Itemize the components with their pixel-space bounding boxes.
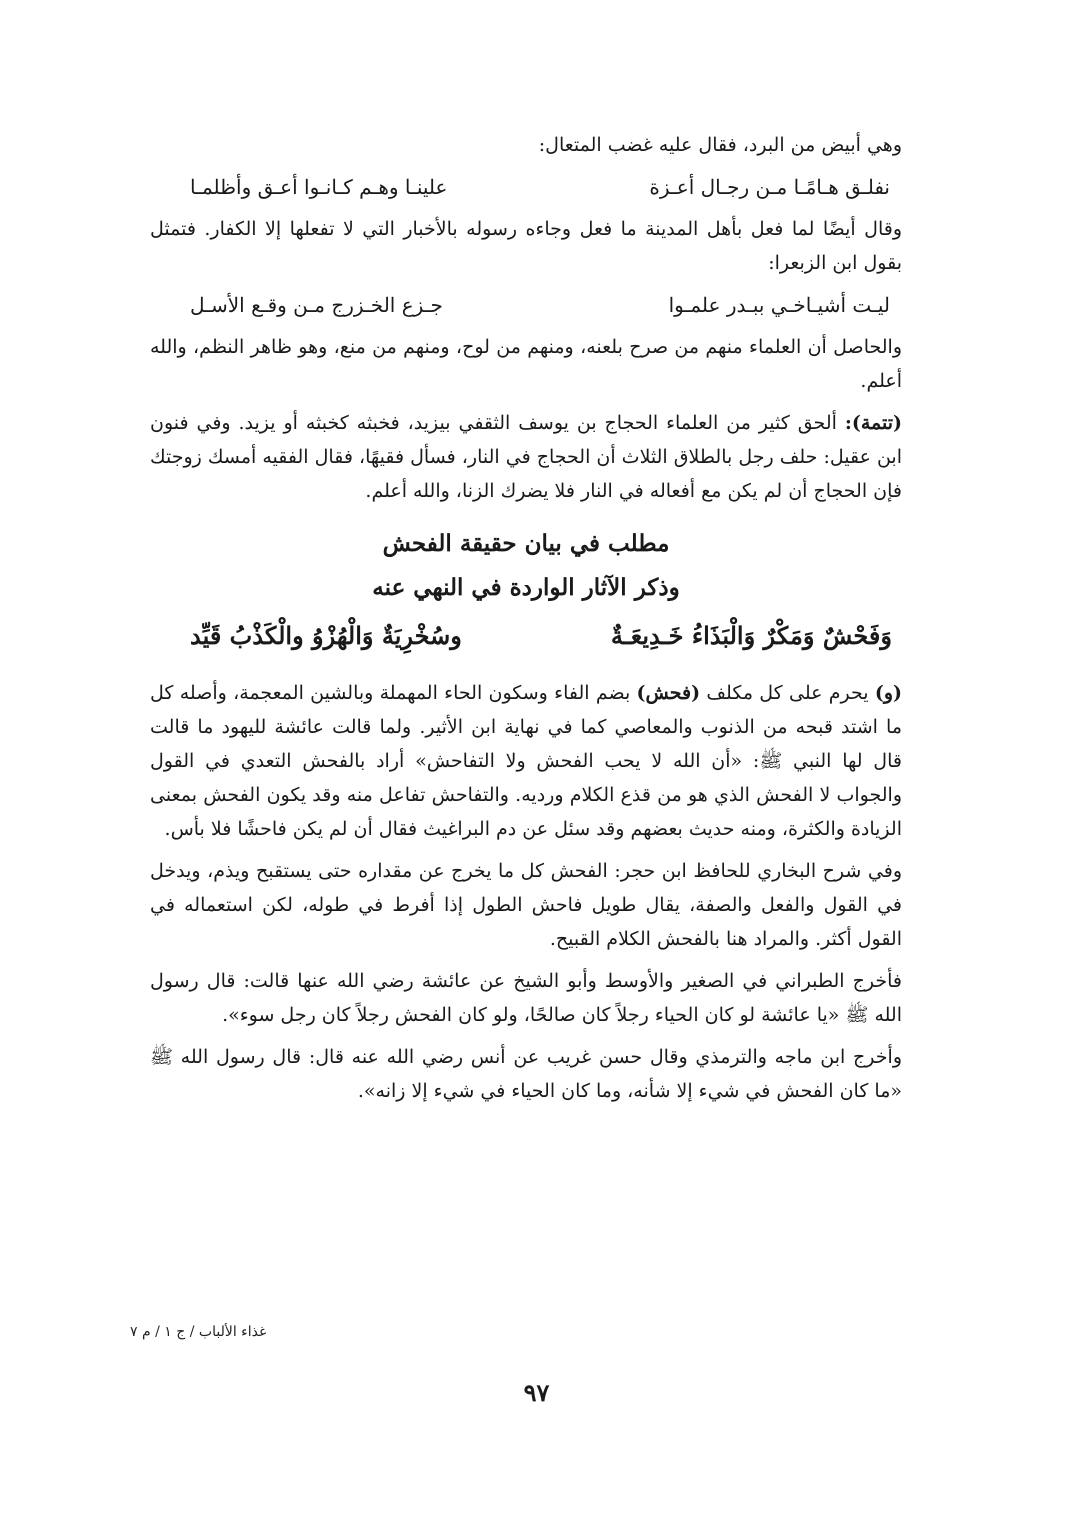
page-body bbox=[150, 128, 902, 1116]
verse-1-second-hemistich: علينـا وهـم كـانـوا أعـق وأظلمـا bbox=[190, 175, 448, 199]
commentary-paragraph-1 bbox=[150, 676, 902, 846]
paragraph-medina: وقال أيضًا لما فعل بأهل المدينة ما فعل وجاءه رسوله بالأخبار التي لا تفعلها إلا الكفار. فتمثل بقول ابن الزبعرا: bbox=[150, 218, 902, 274]
commentary-paragraph-3: فأخرج الطبراني في الصغير والأوسط وأبو الشيخ عن عائشة رضي الله عنها قالت: قال رسول الله ﷺ «يا عائشة لو كان الحياء رجلاً كان صالحًا، ولو كان الفحش رجلاً كان رجل سوء». bbox=[150, 970, 902, 1026]
commentary-text-2: بضم الفاء وسكون الحاء المهملة وبالشين المعجمة، وأصله كل ما اشتد قبحه من الذنوب والمعاصي كما في نهاية ابن الأثير. ولما قالت عائشة لليهود ما قالت قال لها النبي ﷺ: «أن الله لا يحب الفحش ولا التفاحش» أراد بالفحش التعدي في القول والجواب لا الفحش الذي هو من قذع الكلام ورديه. والتفاحش تفاعل منه وقد يكون الفحش بمعنى الزيادة والكثرة، ومنه حديث بعضهم وقد سئل عن دم البراغيث فقال أن لم يكن فاحشًا فلا بأس. bbox=[150, 682, 902, 840]
verse-1-first-hemistich: نفلـق هـامًـا مـن رجـال أعـزة bbox=[649, 175, 890, 199]
verse-2 bbox=[150, 288, 902, 322]
supplement-label: (تتمة): bbox=[844, 412, 902, 434]
poem-second-hemistich: وسُخْرِيَةٌ وَالْهُزْوُ والْكَذْبُ قَيِّد bbox=[190, 621, 462, 650]
paragraph-conclusion: والحاصل أن العلماء منهم من صرح بلعنه، ومنهم من لوح، ومنهم من منع، وهو ظاهر النظم، والله أعلم. bbox=[150, 336, 902, 392]
commentary-paragraph-4: وأخرج ابن ماجه والترمذي وقال حسن غريب عن أنس رضي الله عنه قال: قال رسول الله ﷺ «ما كان الفحش في شيء إلا شأنه، وما كان الحياء في شيء إلا زانه». bbox=[150, 1046, 902, 1102]
supplement-text: ألحق كثير من العلماء الحجاج بن يوسف الثقفي بيزيد، فخبثه كخبثه أو يزيد. وفي فنون ابن عقيل: حلف رجل بالطلاق الثلاث أن الحجاج في النار، فسأل فقيهًا، فقال الفقيه أمسك زوجتك فإن الحجاج أن لم يكن مع أفعاله في النار فلا يضرك الزنا، والله أعلم. bbox=[150, 412, 902, 502]
commentary-text-1: يحرم على كل مكلف bbox=[700, 682, 875, 704]
section-heading-line-1: مطلب في بيان حقيقة الفحش bbox=[382, 530, 670, 557]
commentary-marker-waw: (و) bbox=[874, 682, 902, 704]
verse-2-second-hemistich: جـزع الخـزرج مـن وقـع الأسـل bbox=[190, 293, 443, 317]
verse-1 bbox=[150, 170, 902, 204]
footer-reference: غذاء الألباب / ج ١ / م ٧ bbox=[130, 1324, 267, 1340]
commentary-paragraph-2: وفي شرح البخاري للحافظ ابن حجر: الفحش كل ما يخرج عن مقداره حتى يستقبح ويذم، ويدخل في القول والفعل والصفة، يقال طويل فاحش الطول إذا أفرط في طوله، لكن استعماله في القول أكثر. والمراد هنا بالفحش الكلام القبيح. bbox=[150, 860, 902, 950]
paragraph-supplement bbox=[150, 406, 902, 508]
poem-verse bbox=[150, 610, 902, 662]
poem-first-hemistich: وَفَحْشٌ وَمَكْرٌ وَالْبَذَاءُ خَـدِيعَـةٌ bbox=[610, 621, 892, 650]
section-heading-line-2: وذكر الآثار الواردة في النهي عنه bbox=[372, 574, 680, 601]
commentary-marker-fahsh: (فحش) bbox=[636, 682, 701, 704]
verse-2-first-hemistich: ليـت أشيـاخـي ببـدر علمـوا bbox=[668, 293, 890, 317]
page-number: ٩٧ bbox=[523, 1378, 550, 1407]
paragraph-intro: وهي أبيض من البرد، فقال عليه غضب المتعال: bbox=[538, 134, 902, 156]
